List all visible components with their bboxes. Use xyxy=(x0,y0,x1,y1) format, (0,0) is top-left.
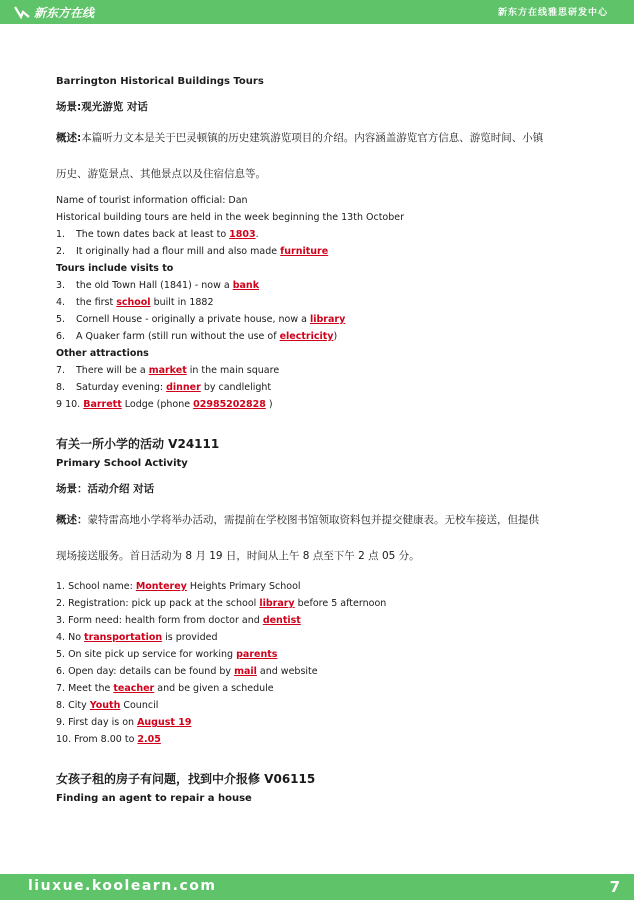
item-number: 8. xyxy=(56,382,66,393)
page-number: 7 xyxy=(609,878,620,896)
answer-keyword: electricity xyxy=(279,331,334,342)
section1-summary xyxy=(56,120,596,192)
item-text: and be given a schedule xyxy=(154,683,274,694)
item-number: 3. xyxy=(56,280,66,291)
item-text: ) xyxy=(265,399,273,410)
answer-keyword: Youth xyxy=(89,700,121,711)
item-text: 1. School name: xyxy=(56,581,136,592)
list-item xyxy=(56,629,596,646)
list-item xyxy=(56,612,596,629)
list-item xyxy=(56,697,596,714)
answer-keyword: furniture xyxy=(280,246,329,257)
answer-keyword: dinner xyxy=(166,382,201,393)
section2-summary xyxy=(56,502,596,574)
section2-scene: 场景：活动介绍 对话 xyxy=(56,483,155,495)
list-item xyxy=(56,663,596,680)
header-bar xyxy=(0,0,634,24)
answer-keyword: Monterey xyxy=(135,581,187,592)
section2-summary-lead: 概述： xyxy=(56,514,88,526)
list-item xyxy=(56,328,596,345)
logo-text: 新东方在线 xyxy=(34,5,95,20)
answer-keyword: dentist xyxy=(262,615,301,626)
item-text: before 5 afternoon xyxy=(294,598,387,609)
item-text: 7. Meet the xyxy=(56,683,114,694)
section1-scene: 场景:观光游览 对话 xyxy=(56,101,148,113)
item-text: Council xyxy=(120,700,159,711)
item-text: 4. No xyxy=(56,632,85,643)
list-item xyxy=(56,595,596,612)
item-text: Heights Primary School xyxy=(186,581,301,592)
item-text: in the main square xyxy=(186,365,280,376)
item-text: Lodge (phone xyxy=(121,399,194,410)
item-text: 6. Open day: details can be found by xyxy=(56,666,235,677)
answer-keyword: 2.05 xyxy=(137,734,161,745)
answer-keyword: mail xyxy=(234,666,257,677)
list-item xyxy=(56,277,596,294)
page-content xyxy=(56,76,596,804)
answer-keyword: Barrett xyxy=(83,399,122,410)
section2-heading: 有关一所小学的活动 V24111 xyxy=(56,437,220,451)
item-text: and website xyxy=(256,666,318,677)
item-text: Saturday evening: xyxy=(76,382,167,393)
section1-summary-line1: 本篇听力文本是关于巴灵顿镇的历史建筑游览项目的介绍。内容涵盖游览官方信息、游览时间、小镇 xyxy=(81,132,544,144)
item-text: 9. First day is on xyxy=(56,717,138,728)
item-text: ) xyxy=(333,331,338,342)
list-item xyxy=(56,226,596,243)
section1-title: Barrington Historical Buildings Tours xyxy=(56,76,264,87)
item-text: is provided xyxy=(162,632,218,643)
item-text: the old Town Hall (1841) - now a xyxy=(76,280,233,291)
section3-title: Finding an agent to repair a house xyxy=(56,793,252,804)
list-item xyxy=(56,578,596,595)
answer-keyword: transportation xyxy=(84,632,163,643)
item-number: 4. xyxy=(56,297,66,308)
section1-info-line: Name of tourist information official: Dan xyxy=(56,195,248,206)
list-item xyxy=(56,379,596,396)
answer-keyword: market xyxy=(148,365,187,376)
item-text: 5. On site pick up service for working xyxy=(56,649,237,660)
section2-summary-line2: 现场接送服务。首日活动为 8 月 19 日，时间从上午 8 点至下午 2 点 05 分。 xyxy=(56,550,420,562)
section3-heading: 女孩子租的房子有问题，找到中介报修 V06115 xyxy=(56,772,316,786)
footer-bar xyxy=(0,874,634,900)
item-text: by candlelight xyxy=(200,382,272,393)
answer-keyword: teacher xyxy=(113,683,155,694)
list-item xyxy=(56,243,596,260)
list-item xyxy=(56,714,596,731)
item-text: . xyxy=(255,229,259,240)
list-item xyxy=(56,362,596,379)
item-text: Cornell House - originally a private house, now a xyxy=(76,314,310,325)
section1-subheading: Other attractions xyxy=(56,348,149,359)
answer-keyword: bank xyxy=(232,280,260,291)
answer-keyword: library xyxy=(309,314,346,325)
section1-summary-line2: 历史、游览景点、其他景点以及住宿信息等。 xyxy=(56,168,266,180)
item-number: 7. xyxy=(56,365,66,376)
item-number: 1. xyxy=(56,229,66,240)
list-item xyxy=(56,396,596,413)
list-item xyxy=(56,311,596,328)
logo-icon xyxy=(14,5,30,19)
answer-keyword: parents xyxy=(236,649,278,660)
item-text: 8. City xyxy=(56,700,90,711)
item-number: 6. xyxy=(56,331,66,342)
item-text: 3. Form need: health form from doctor and xyxy=(56,615,263,626)
list-item xyxy=(56,294,596,311)
list-item xyxy=(56,646,596,663)
item-number: 2. xyxy=(56,246,66,257)
item-text: It originally had a flour mill and also made xyxy=(76,246,281,257)
item-text: There will be a xyxy=(76,365,149,376)
item-text: the first xyxy=(76,297,117,308)
section2-summary-line1: 蒙特雷高地小学将举办活动，需提前在学校图书馆领取资料包并提交健康表。无校车接送，但提供 xyxy=(87,514,539,526)
section1-info-line: Historical building tours are held in the week beginning the 13th October xyxy=(56,212,405,223)
answer-keyword: August 19 xyxy=(137,717,192,728)
item-text: The town dates back at least to xyxy=(76,229,230,240)
section1-subheading: Tours include visits to xyxy=(56,263,174,274)
section2-title: Primary School Activity xyxy=(56,458,188,469)
item-text: A Quaker farm (still run without the use of xyxy=(76,331,280,342)
item-text: 10. From 8.00 to xyxy=(56,734,138,745)
item-number: 5. xyxy=(56,314,66,325)
footer-url: liuxue.koolearn.com xyxy=(28,878,217,894)
item-text: built in 1882 xyxy=(150,297,214,308)
answer-keyword: library xyxy=(259,598,295,609)
item-number: 9 10. xyxy=(56,399,81,410)
item-text: 2. Registration: pick up pack at the school xyxy=(56,598,260,609)
answer-keyword: 1803 xyxy=(229,229,256,240)
list-item xyxy=(56,680,596,697)
answer-keyword: 02985202828 xyxy=(193,399,266,410)
brand-logo xyxy=(14,3,94,21)
answer-keyword: school xyxy=(116,297,151,308)
header-right-text: 新东方在线雅思研发中心 xyxy=(497,8,608,18)
section1-summary-lead: 概述: xyxy=(56,132,82,144)
list-item xyxy=(56,731,596,748)
